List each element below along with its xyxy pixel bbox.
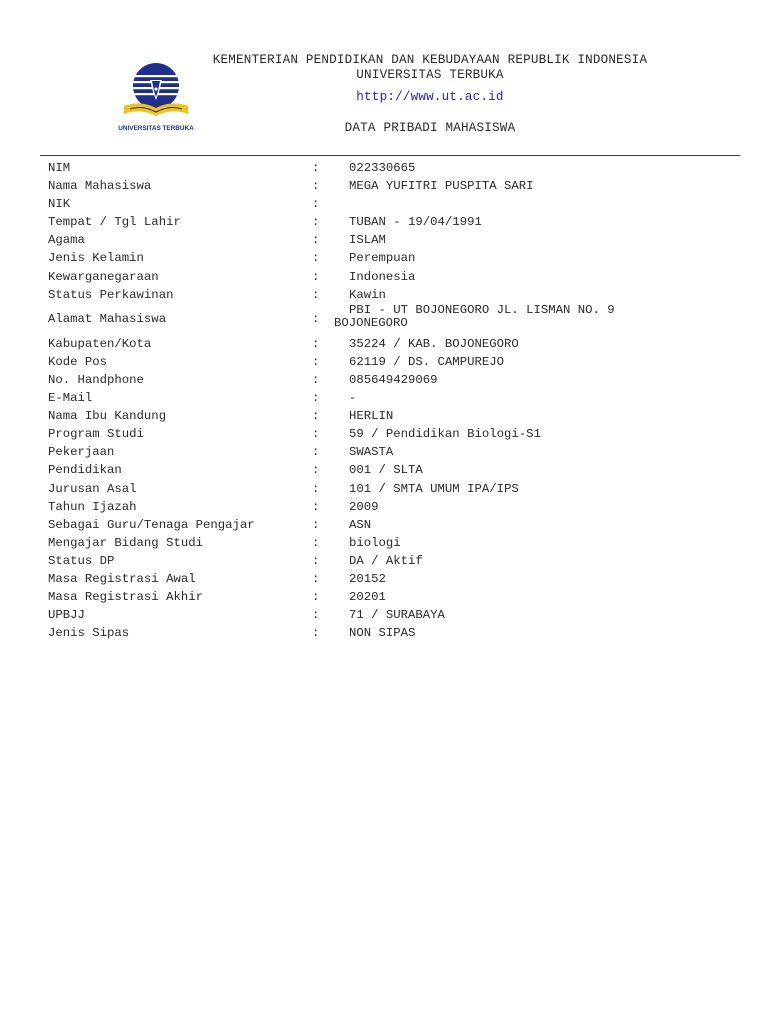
row-separator: : [312, 553, 320, 568]
universitas-terbuka-logo [116, 62, 196, 136]
row-value: - [349, 391, 357, 406]
data-row-masa-registrasi-awal [0, 570, 768, 588]
row-label: Status Perkawinan [48, 287, 174, 302]
row-value: 62119 / DS. CAMPUREJO [349, 354, 504, 369]
header-divider [40, 155, 740, 156]
logo-text: UNIVERSITAS TERBUKA [118, 125, 194, 132]
row-label: Pendidikan [48, 463, 122, 478]
row-label: Tahun Ijazah [48, 499, 137, 514]
row-label: Masa Registrasi Awal [48, 571, 196, 586]
row-label: NIM [48, 161, 71, 175]
row-label: No. Handphone [48, 372, 144, 387]
row-value: 35224 / KAB. BOJONEGORO [349, 336, 519, 351]
row-separator: : [312, 233, 320, 248]
data-row-program-studi [0, 425, 768, 443]
data-row-pendidikan [0, 461, 768, 479]
address-line-1: PBI - UT BOJONEGORO JL. LISMAN NO. 9 [349, 302, 615, 317]
row-separator: : [312, 336, 320, 351]
data-row-kode-pos [0, 353, 768, 371]
row-separator: : [312, 571, 320, 586]
row-label: Pekerjaan [48, 445, 115, 460]
row-separator: : [312, 590, 320, 605]
data-row-status-perkawinan [0, 286, 768, 304]
row-separator: : [312, 517, 320, 532]
row-value: NON SIPAS [349, 626, 416, 641]
data-row-kabupaten-kota [0, 335, 768, 353]
row-label: Program Studi [48, 427, 144, 442]
row-value: Kawin [349, 287, 386, 302]
data-row-tahun-ijazah [0, 498, 768, 516]
row-value: 101 / SMTA UMUM IPA/IPS [349, 481, 519, 496]
ministry-title: KEMENTERIAN PENDIDIKAN DAN KEBUDAYAAN REPUBLIK INDONESIA [212, 53, 648, 67]
row-separator: : [312, 391, 320, 406]
row-separator: : [312, 354, 320, 369]
row-value: 2009 [349, 499, 379, 514]
row-value: 085649429069 [349, 372, 438, 387]
row-label: Kode Pos [48, 354, 108, 369]
row-separator: : [312, 372, 320, 387]
row-label: Nama Mahasiswa [48, 179, 152, 194]
row-label: Nama Ibu Kandung [48, 409, 167, 424]
row-value: TUBAN - 19/04/1991 [349, 215, 482, 230]
data-row-sebagai-guru [0, 516, 768, 534]
row-value: biologi [349, 535, 401, 550]
row-value: 022330665 [349, 161, 416, 175]
row-label: Kewarganegaraan [48, 269, 159, 284]
row-label: Status DP [48, 553, 115, 568]
row-label: Kabupaten/Kota [48, 336, 152, 351]
row-separator: : [312, 269, 320, 284]
row-label: Sebagai Guru/Tenaga Pengajar [48, 517, 255, 532]
personal-data-table [0, 159, 768, 642]
row-label: E-Mail [48, 391, 93, 406]
document-header [0, 0, 768, 150]
row-separator: : [312, 445, 320, 460]
row-value: Indonesia [349, 269, 416, 284]
university-website-link[interactable]: http://www.ut.ac.id [356, 90, 504, 104]
data-row-nik [0, 195, 768, 213]
data-row-alamat-mahasiswa [0, 304, 768, 335]
row-value: HERLIN [349, 409, 394, 424]
row-separator: : [312, 197, 320, 212]
row-separator: : [312, 499, 320, 514]
row-label: Tempat / Tgl Lahir [48, 215, 181, 230]
data-row-tempat-tgl-lahir [0, 213, 768, 231]
row-value: DA / Aktif [349, 553, 423, 568]
data-row-pekerjaan [0, 443, 768, 461]
row-value: 001 / SLTA [349, 463, 423, 478]
data-row-jenis-sipas [0, 624, 768, 642]
row-value: ISLAM [349, 233, 386, 248]
row-value: MEGA YUFITRI PUSPITA SARI [349, 179, 534, 194]
row-label: Jenis Kelamin [48, 251, 144, 266]
data-row-nama-mahasiswa [0, 177, 768, 195]
row-label: Masa Registrasi Akhir [48, 590, 203, 605]
address-line-2: BOJONEGORO [334, 316, 408, 331]
row-value: SWASTA [349, 445, 394, 460]
row-separator: : [312, 287, 320, 302]
data-row-masa-registrasi-akhir [0, 588, 768, 606]
university-name: UNIVERSITAS TERBUKA [356, 68, 504, 82]
data-row-email [0, 389, 768, 407]
row-label: NIK [48, 197, 71, 212]
row-separator: : [312, 179, 320, 194]
data-row-status-dp [0, 552, 768, 570]
data-row-nama-ibu-kandung [0, 407, 768, 425]
data-row-mengajar-bidang-studi [0, 534, 768, 552]
row-separator: : [312, 161, 320, 175]
row-separator: : [312, 463, 320, 478]
data-row-upbjj [0, 606, 768, 624]
row-separator: : [312, 608, 320, 623]
row-value: ASN [349, 517, 372, 532]
row-value-address [334, 304, 664, 331]
row-label: Mengajar Bidang Studi [48, 535, 203, 550]
row-value: 20152 [349, 571, 386, 586]
data-row-nim [0, 159, 768, 177]
row-label: UPBJJ [48, 608, 85, 623]
row-value: 20201 [349, 590, 386, 605]
row-separator: : [312, 427, 320, 442]
data-row-jenis-kelamin [0, 249, 768, 267]
data-row-kewarganegaraan [0, 268, 768, 286]
row-separator: : [312, 251, 320, 266]
row-separator: : [312, 481, 320, 496]
row-label: Jurusan Asal [48, 481, 137, 496]
data-row-agama [0, 231, 768, 249]
row-label: Jenis Sipas [48, 626, 130, 641]
data-row-no-handphone [0, 371, 768, 389]
data-row-jurusan-asal [0, 480, 768, 498]
row-separator: : [312, 215, 320, 230]
document-title: DATA PRIBADI MAHASISWA [344, 121, 516, 135]
row-value: 59 / Pendidikan Biologi-S1 [349, 427, 541, 442]
row-separator: : [312, 409, 320, 424]
row-separator: : [312, 535, 320, 550]
row-value: 71 / SURABAYA [349, 608, 445, 623]
row-value: Perempuan [349, 251, 416, 266]
row-label: Alamat Mahasiswa [48, 311, 167, 326]
row-separator: : [312, 311, 320, 326]
row-label: Agama [48, 233, 85, 248]
row-separator: : [312, 626, 320, 641]
